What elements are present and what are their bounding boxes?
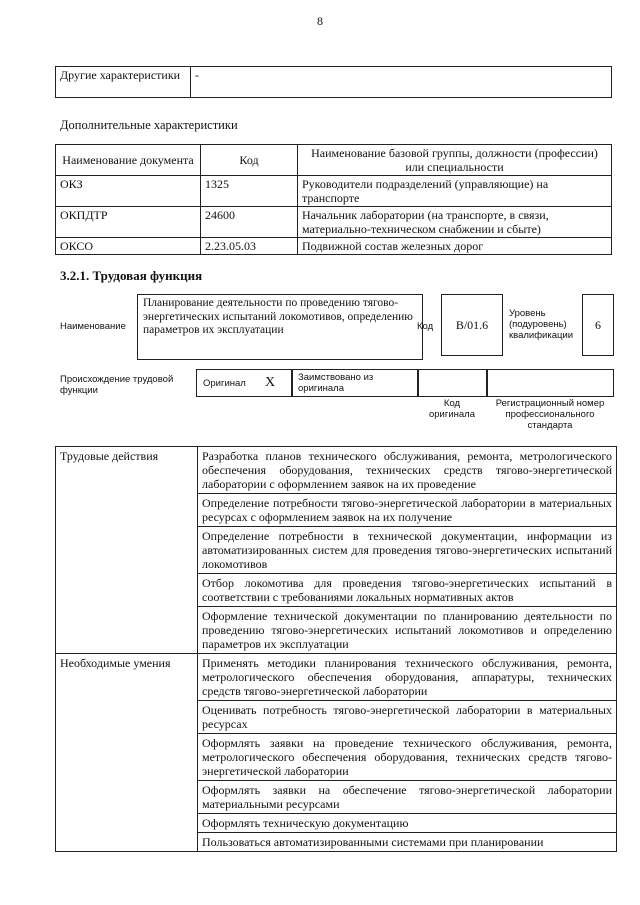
header-code: Код [201, 145, 298, 176]
cell-doc: ОКПДТР [56, 207, 201, 238]
borrowed-box [291, 369, 419, 397]
list-item: Определение потребности тягово-энергетической лаборатории в материальных ресурсах с оформлением заявок на их получение [198, 494, 617, 527]
section-title: 3.2.1. Трудовая функция [60, 268, 203, 283]
list-item: Оформление технической документации по планированию деятельности по проведению тягово-энергетических испытаний локомотивов и определению параметров их эксплуатации [198, 607, 617, 654]
cell-code: 2.23.05.03 [201, 238, 298, 255]
details-table [55, 446, 617, 852]
list-item: Разработка планов технического обслуживания, ремонта, метрологического обеспечения оборудования, технических средств тягово-энергетической лаборатории с оформлением заявок на их проведение [198, 447, 617, 494]
table-row [56, 447, 617, 494]
original-code-box [417, 369, 488, 397]
table-row [56, 207, 612, 238]
other-characteristics-value: - [191, 67, 612, 98]
list-item: Оформлять техническую документацию [198, 814, 617, 833]
borrowed-label: Заимствовано из оригинала [298, 372, 374, 394]
name-label: Наименование [60, 321, 126, 332]
function-name-box: Планирование деятельности по проведению тягово-энергетических испытаний локомотивов, определению параметров их эксплуатации [137, 294, 423, 360]
list-item: Пользоваться автоматизированными системами при планировании [198, 833, 617, 852]
list-item: Оценивать потребность тягово-энергетической лаборатории в материальных ресурсах [198, 701, 617, 734]
header-group: Наименование базовой группы, должности (профессии) или специальности [298, 145, 612, 176]
code-original-caption: Код оригинала [428, 398, 475, 420]
cell-name: Начальник лаборатории (на транспорте, в связи, материально-техническом снабжении и сбыте) [298, 207, 612, 238]
list-item: Оформлять заявки на обеспечение тягово-энергетической лаборатории материальными ресурсами [198, 781, 617, 814]
list-item: Оформлять заявки на проведение технического обслуживания, ремонта, метрологического обеспечения оборудования, технических средств тягово-энергетической лаборатории [198, 734, 617, 781]
page-number: 8 [317, 14, 323, 28]
level-value-box: 6 [582, 294, 614, 356]
reg-number-box [486, 369, 614, 397]
cell-name: Подвижной состав железных дорог [298, 238, 612, 255]
list-item: Применять методики планирования технического обслуживания, ремонта, метрологического обеспечения оборудования, аппаратуры, технических средств тягово-энергетической лаборатории [198, 654, 617, 701]
table-row [56, 176, 612, 207]
cell-doc: ОКСО [56, 238, 201, 255]
actions-label: Трудовые действия [56, 447, 198, 654]
original-box [196, 369, 293, 397]
other-characteristics-table [55, 66, 612, 98]
original-label: Оригинал [203, 378, 246, 389]
cell-code: 24600 [201, 207, 298, 238]
list-item: Отбор локомотива для проведения тягово-энергетических испытаний в соответствии с требованиями локальных нормативных актов [198, 574, 617, 607]
cell-doc: ОКЗ [56, 176, 201, 207]
level-label: Уровень (подуровень) квалификации [509, 308, 574, 341]
other-characteristics-label: Другие характеристики [56, 67, 191, 98]
header-document: Наименование документа [56, 145, 201, 176]
table-row [56, 238, 612, 255]
original-mark: X [265, 375, 276, 390]
code-label: Код [417, 321, 434, 332]
cell-name: Руководители подразделений (управляющие) на транспорте [298, 176, 612, 207]
skills-label: Необходимые умения [56, 654, 198, 852]
cell-code: 1325 [201, 176, 298, 207]
reg-number-caption: Регистрационный номер профессионального стандарта [495, 398, 605, 431]
additional-characteristics-table [55, 144, 612, 255]
list-item: Определение потребности в технической документации, информации из автоматизированных систем для проведения тягово-энергетических испытаний локомотивов [198, 527, 617, 574]
origin-label: Происхождение трудовой функции [60, 374, 174, 396]
additional-characteristics-title: Дополнительные характеристики [60, 118, 238, 132]
function-code-box: B/01.6 [441, 294, 503, 356]
table-row [56, 654, 617, 701]
